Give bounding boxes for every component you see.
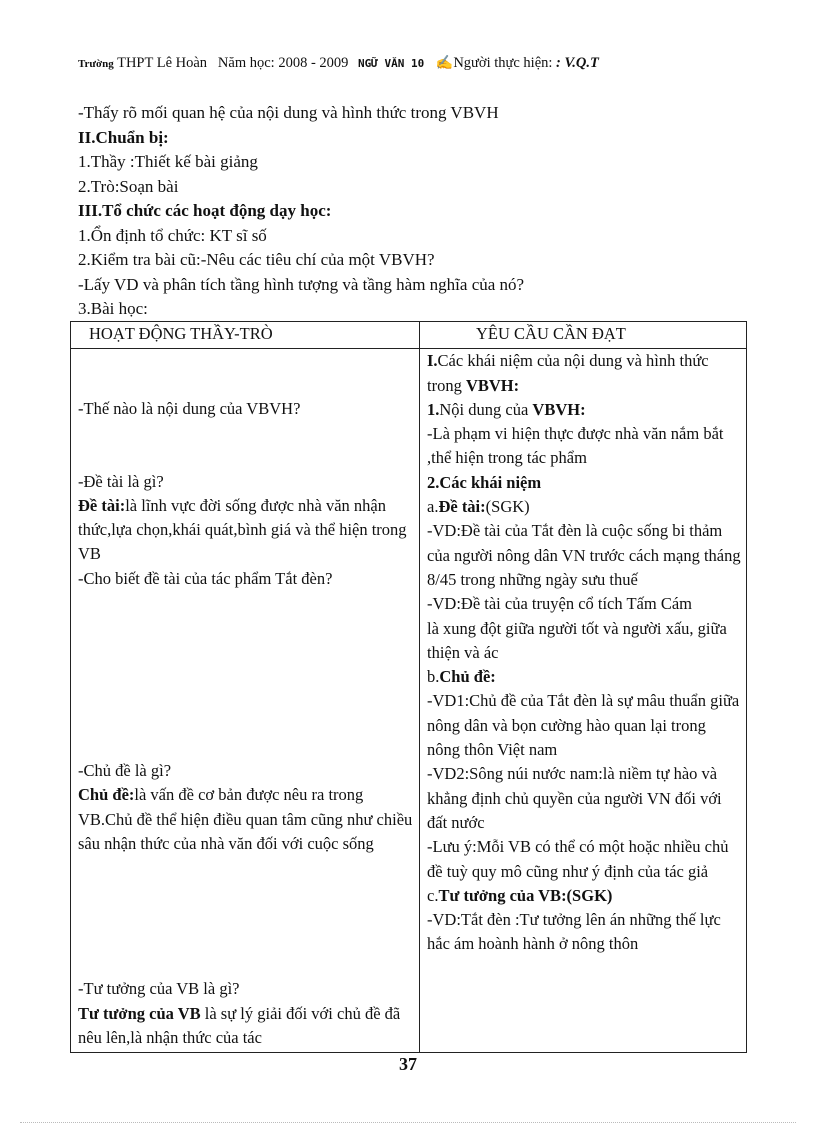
intro-section bbox=[78, 101, 678, 322]
definition-topic: Đề tài:là lĩnh vực đời sống được nhà văn nhận thức,lựa chọn,khái quát,bình giá và thể hiện trong VB bbox=[78, 495, 407, 564]
section-terms: 2.Các khái niệm bbox=[427, 472, 542, 492]
question-topic: -Đề tài là gì? bbox=[78, 471, 164, 491]
right-column-header: YÊU CẦU CẦN ĐẠT bbox=[420, 322, 747, 349]
example-tam-cam: -VD:Đề tài của truyện cổ tích Tấm Cám bbox=[427, 594, 692, 614]
prep-student: 2.Trò:Soạn bài bbox=[78, 176, 179, 196]
section-concepts: I.Các khái niệm của nội dung và hình thức trong VBVH: bbox=[427, 351, 709, 395]
example-tat-den: -VD:Đề tài của Tắt đèn là cuộc sống bi thảm của người nông dân VN trước cách mạng tháng 8/45 trong những ngày sưu thuế bbox=[427, 521, 741, 589]
question-idea: -Tư tưởng của VB là gì? bbox=[78, 979, 240, 999]
table-header-row bbox=[71, 322, 747, 349]
left-column-header: HOẠT ĐỘNG THẦY-TRÒ bbox=[71, 322, 420, 349]
section-heading-prep: II.Chuẩn bị: bbox=[78, 127, 169, 147]
subsection-theme: b.Chủ đề: bbox=[427, 667, 496, 687]
question-theme: -Chủ đề là gì? bbox=[78, 761, 172, 781]
activity-lesson: 3.Bài học: bbox=[78, 299, 148, 318]
lesson-table bbox=[70, 321, 747, 1053]
definition-theme: Chủ đề:là vấn đề cơ bản được nêu ra trong VB.Chủ đề thể hiện điều quan tâm cũng như chiều sâu nhận thức của nhà văn đối với cuộc sống bbox=[78, 785, 413, 853]
question-tat-den: -Cho biết đề tài của tác phẩm Tắt đèn? bbox=[78, 568, 333, 588]
subject-label: NGỮ VĂN 10 bbox=[358, 57, 425, 70]
table-row bbox=[71, 349, 747, 1053]
subsection-topic: a.Đề tài:(SGK) bbox=[427, 497, 530, 517]
author-label: Người thực hiện: bbox=[453, 55, 553, 71]
theme-note: -Lưu ý:Mỗi VB có thể có một hoặc nhiều chủ đề tuỳ quy mô cũng như ý định của tác giả bbox=[427, 837, 729, 881]
activity-check: 2.Kiểm tra bài cũ:-Nêu các tiêu chí của một VBVH? bbox=[78, 250, 435, 269]
section-heading-activities: III.Tổ chức các hoạt động dạy học: bbox=[78, 201, 332, 220]
requirements-cell bbox=[420, 349, 747, 1053]
school-prefix: Trường bbox=[78, 58, 114, 70]
school-year: Năm học: 2008 - 2009 bbox=[217, 55, 349, 71]
activity-organize: 1.Ổn định tổ chức: KT sĩ số bbox=[78, 225, 267, 245]
question-content: -Thế nào là nội dung của VBVH? bbox=[78, 399, 301, 419]
teacher-student-cell bbox=[71, 349, 420, 1053]
pen-icon: ✍ bbox=[435, 56, 454, 71]
content-definition: -Là phạm vi hiện thực được nhà văn nắm bắt ,thể hiện trong tác phẩm bbox=[427, 424, 724, 468]
example-theme-1: -VD1:Chủ đề của Tắt đèn là sự mâu thuẩn giữa nông dân và bọn cường hào quan lại trong nông thôn Việt nam bbox=[427, 691, 740, 760]
prep-teacher: 1.Thầy :Thiết kế bài giảng bbox=[78, 152, 258, 171]
page-header bbox=[78, 55, 768, 72]
activity-check-2: -Lấy VD và phân tích tầng hình tượng và tầng hàm nghĩa của nó? bbox=[78, 274, 525, 294]
example-idea: -VD:Tắt đèn :Tư tưởng lên án những thế lực hắc ám hoành hành ở nông thôn bbox=[427, 910, 721, 954]
subsection-idea: c.Tư tưởng của VB:(SGK) bbox=[427, 885, 613, 905]
page-number: 37 bbox=[399, 1054, 417, 1074]
section-content: 1.Nội dung của VBVH: bbox=[427, 399, 586, 419]
school-name: THPT Lê Hoàn bbox=[117, 55, 208, 71]
author-name: : V.Q.T bbox=[556, 55, 599, 71]
objective-line: -Thấy rõ mối quan hệ của nội dung và hình thức trong VBVH bbox=[78, 103, 499, 122]
example-tam-cam-cont: là xung đột giữa người tốt và người xấu, giữa thiện và ác bbox=[427, 618, 727, 662]
example-theme-2: -VD2:Sông núi nước nam:là niềm tự hào và khẳng định chủ quyền của người VN đối với đất nước bbox=[427, 764, 722, 832]
definition-idea: Tư tưởng của VB là sự lý giải đối với chủ đề đã nêu lên,là nhận thức của tác bbox=[78, 1003, 401, 1047]
